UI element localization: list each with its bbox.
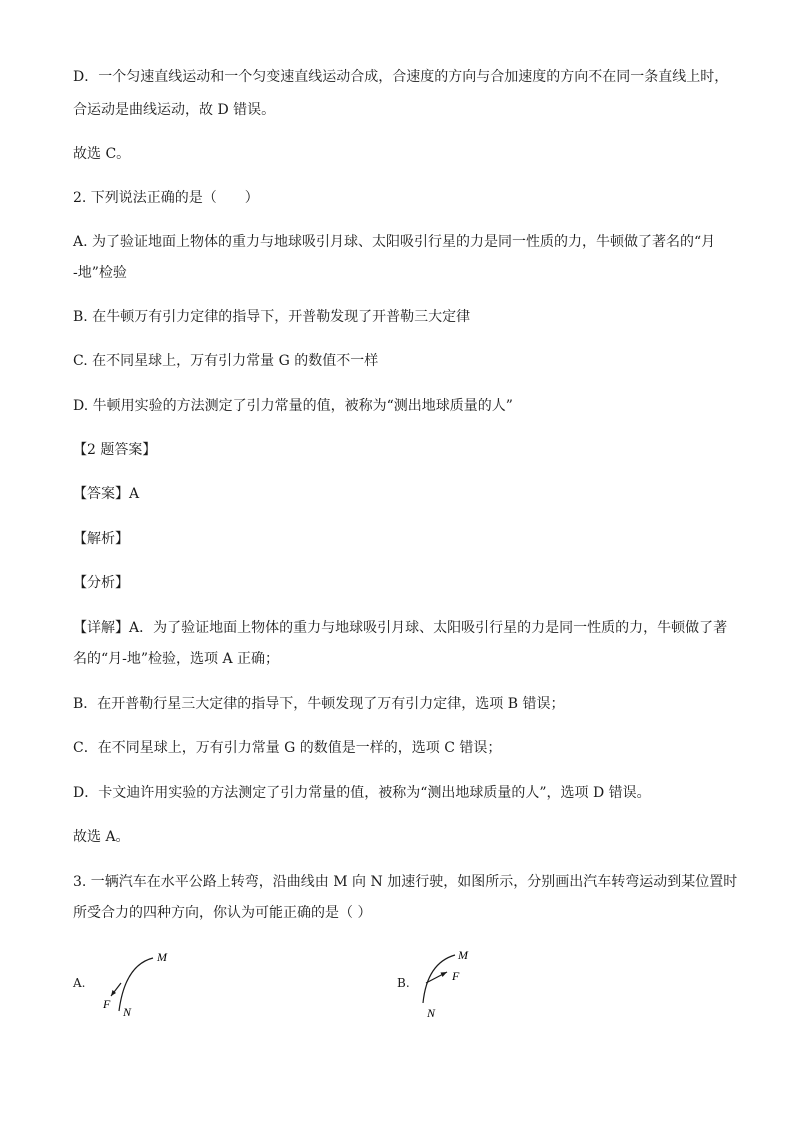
label-m: M xyxy=(157,950,167,964)
text-line: D．一个匀速直线运动和一个匀变速直线运动合成，合速度的方向与合加速度的方向不在同一条直线上时， xyxy=(73,69,729,85)
curve-path xyxy=(423,955,455,1003)
figure-option-label: A. xyxy=(73,976,86,990)
analysis-heading: 【解析】 xyxy=(73,531,129,547)
question-3-stem-continued: 所受合力的四种方向，你认为可能正确的是（ ） xyxy=(73,905,372,921)
label-f: F xyxy=(452,969,460,983)
figure-b-diagram xyxy=(415,945,505,1025)
label-m: M xyxy=(458,948,468,962)
option-b: B. 在牛顿万有引力定律的指导下，开普勒发现了开普勒三大定律 xyxy=(73,309,471,325)
answer-value: 【答案】A xyxy=(73,486,140,502)
text-line: 故选 C。 xyxy=(73,146,131,162)
detail-a-continued: 名的“月-地”检验，选项 A 正确； xyxy=(73,651,280,667)
option-c: C. 在不同星球上，万有引力常量 G 的数值不一样 xyxy=(73,353,379,369)
detail-c: C．在不同星球上，万有引力常量 G 的数值是一样的，选项 C 错误； xyxy=(73,740,502,756)
option-a-continued: -地”检验 xyxy=(73,265,127,281)
question-2-stem: 2. 下列说法正确的是（ ） xyxy=(73,190,259,206)
figure-a-diagram xyxy=(95,945,185,1025)
label-f: F xyxy=(103,997,111,1011)
label-n: N xyxy=(427,1006,436,1020)
curve-path xyxy=(119,958,153,1011)
option-a: A. 为了验证地面上物体的重力与地球吸引月球、太阳吸引行星的力是同一性质的力，牛顿做了著名的“月 xyxy=(73,234,716,250)
detail-b: B．在开普勒行星三大定律的指导下，牛顿发现了万有引力定律，选项 B 错误； xyxy=(73,696,565,712)
answer-heading: 【2 题答案】 xyxy=(73,442,157,458)
detail-a: 【详解】A．为了验证地面上物体的重力与地球吸引月球、太阳吸引行星的力是同一性质的力，牛顿做了著 xyxy=(73,620,728,636)
figure-option-label: B. xyxy=(397,976,410,990)
text-line: 合运动是曲线运动，故 D 错误。 xyxy=(73,102,276,118)
arrowhead-icon xyxy=(441,972,448,977)
question-3-stem: 3. 一辆汽车在水平公路上转弯，沿曲线由 M 向 N 加速行驶，如图所示，分别画出汽车转弯运动到某位置时 xyxy=(73,874,738,890)
option-d: D. 牛顿用实验的方法测定了引力常量的值，被称为“测出地球质量的人” xyxy=(73,398,513,414)
analysis-subheading: 【分析】 xyxy=(73,575,129,591)
detail-d: D．卡文迪许用实验的方法测定了引力常量的值，被称为“测出地球质量的人”，选项 D 错误。 xyxy=(73,785,651,801)
label-n: N xyxy=(123,1005,132,1019)
conclusion: 故选 A。 xyxy=(73,829,130,845)
